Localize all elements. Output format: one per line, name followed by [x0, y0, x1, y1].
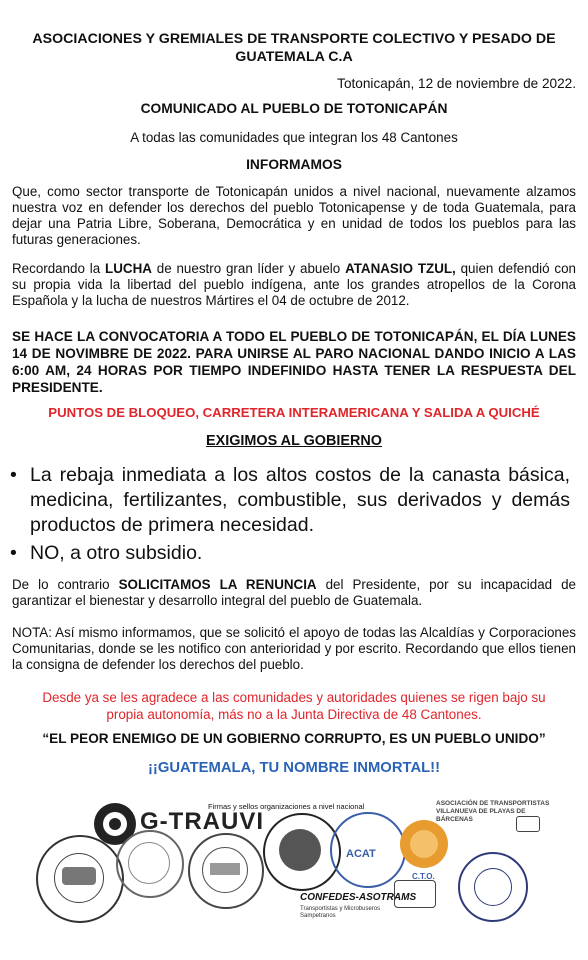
confedes-text: CONFEDES-ASOTRAMS [300, 892, 417, 903]
addressee-line: A todas las comunidades que integran los 48 Cantones [130, 130, 458, 145]
nota-paragraph: NOTA: Así mismo informamos, que se solicitó el apoyo de todas las Alcaldías y Corporaciones Comunitarias, donde se les notifico con anterioridad y por escrito. Recordando que ellos tienen la consigna de defender los derechos del pueblo. [12, 625, 576, 672]
p2-name: ATANASIO TZUL, [345, 261, 456, 276]
stamp-3 [188, 833, 264, 909]
p2-text-b: de nuestro gran líder y abuelo [151, 261, 346, 276]
title-line-2: GUATEMALA C.A [235, 49, 353, 65]
p2-lucha: LUCHA [105, 261, 152, 276]
stamp-1 [36, 835, 124, 923]
p3-text-a: De lo contrario [12, 577, 119, 592]
p3-resignation: SOLICITAMOS LA RENUNCIA [118, 577, 317, 592]
confedes-sub: Transportistas y Microbuseros Sampetranos [300, 906, 381, 919]
p2-text-a: Recordando la [12, 261, 106, 276]
cto-text: C.T.O. [412, 872, 435, 881]
cto-stamp [400, 820, 456, 881]
gtrauvi-logo-text: G-TRAUVI [140, 808, 264, 835]
stamp-blue [458, 852, 528, 922]
bullet-2-text: NO, a otro subsidio. [30, 542, 203, 564]
blockade-points: PUNTOS DE BLOQUEO, CARRETERA INTERAMERICANA Y SALIDA A QUICHÉ [48, 405, 540, 420]
bus-icon [516, 816, 540, 832]
assoc-transport-text: ASOCIACIÓN DE TRANSPORTISTAS VILLANUEVA DE PLAYAS DE BÁRCENAS [436, 800, 550, 823]
quote-line: “EL PEOR ENEMIGO DE UN GOBIERNO CORRUPTO, ES UN PUEBLO UNIDO” [42, 731, 546, 746]
acat-text: ACAT [346, 848, 376, 860]
paragraph-3 [12, 577, 576, 609]
document-title [12, 30, 576, 66]
paragraph-2 [12, 261, 576, 309]
communique-heading: COMUNICADO AL PUEBLO DE TOTONICAPÁN [140, 101, 448, 116]
slogan-line: ¡¡GUATEMALA, TU NOMBRE INMORTAL!! [147, 760, 441, 776]
bullet-dot-icon: • [10, 542, 17, 564]
stamp-2 [116, 830, 184, 898]
bullet-2 [10, 541, 570, 566]
title-line-1: ASOCIACIONES Y GREMIALES DE TRANSPORTE COLECTIVO Y PESADO DE [32, 31, 556, 47]
p3-text-c: del Presidente, por su incapacidad de garantizar el bienestar y desarrollo integral del pueblo de Guatemala. [12, 577, 576, 608]
bullet-1-text: La rebaja inmediata a los altos costos de la canasta básica, medicina, fertilizantes, combustible, sus derivados y demás productos de primera necesidad. [30, 464, 570, 536]
bullet-1 [10, 463, 570, 538]
signatures-caption: Firmas y sellos organizaciones a nivel nacional [208, 802, 365, 811]
inform-heading: INFORMAMOS [246, 157, 342, 172]
acat-stamp [330, 812, 406, 888]
demand-title: EXIGIMOS AL GOBIERNO [206, 433, 382, 449]
document-date: Totonicapán, 12 de noviembre de 2022. [337, 76, 576, 91]
convocation: SE HACE LA CONVOCATORIA A TODO EL PUEBLO DE TOTONICAPÁN, EL DÍA LUNES 14 DE NOVIMBRE DE 2022. PARA UNIRSE AL PARO NACIONAL DANDO INICIO A LAS 6:00 AM, 24 HORAS POR TIEMPO INDEFINIDO HASTA TENER LA RESPUESTA DEL PRESIDENTE. [12, 329, 576, 395]
thanks-paragraph: Desde ya se les agradece a las comunidades y autoridades quienes se rigen bajo su propia autonomía, más no a la Junta Directiva de 48 Cantones. [42, 690, 546, 722]
p2-text-c: quien defendió con su propia vida la libertad del pueblo indígena, ante los grandes atropellos de la Corona Española y la lucha de nuestros Mártires el 04 de octubre de 2012. [12, 261, 576, 308]
van-icon [394, 880, 436, 908]
paragraph-1: Que, como sector transporte de Totonicapán unidos a nivel nacional, nuevamente alzamos nuestra voz en defender los derechos del pueblo Totonicapense y de toda Guatemala, para dejar una Patria Libre, Soberana, Democrática y en unidad de todos los pueblos para las futuras generaciones. [12, 184, 576, 247]
bullet-dot-icon: • [10, 464, 17, 486]
